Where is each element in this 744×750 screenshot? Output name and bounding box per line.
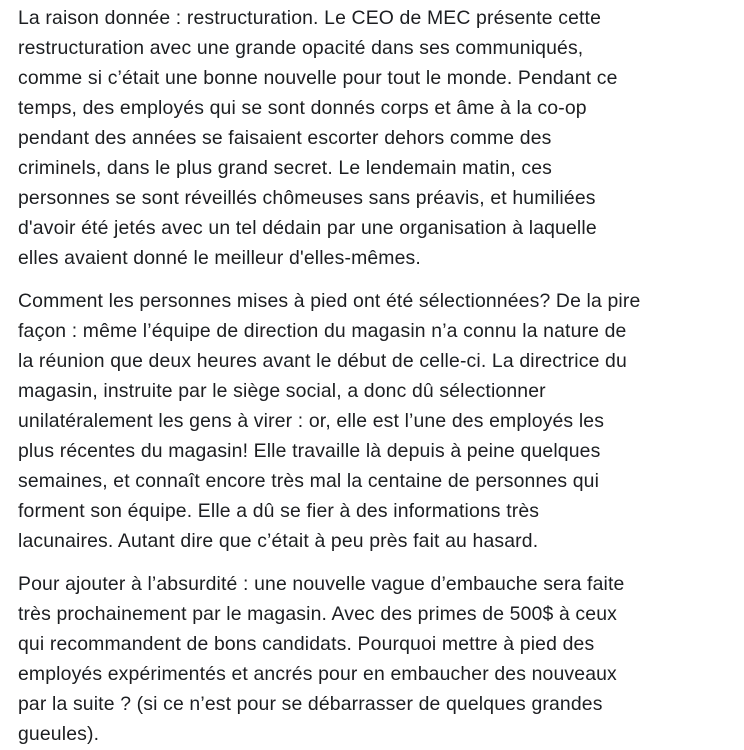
text-line: gueules). xyxy=(18,723,100,745)
paragraph-1 xyxy=(18,0,734,273)
text-line: employés expérimentés et ancrés pour en embaucher des nouveaux xyxy=(18,663,617,685)
text-line: très prochainement par le magasin. Avec des primes de 500$ à ceux xyxy=(18,603,617,625)
text-line: plus récentes du magasin! Elle travaille là depuis à peine quelques xyxy=(18,440,601,462)
text-line: criminels, dans le plus grand secret. Le lendemain matin, ces xyxy=(18,157,553,179)
post-body xyxy=(18,0,734,749)
paragraph-2 xyxy=(18,286,734,556)
text-line: d'avoir été jetés avec un tel dédain par une organisation à laquelle xyxy=(18,217,597,239)
text-line: pendant des années se faisaient escorter dehors comme des xyxy=(18,127,552,149)
text-line: restructuration avec une grande opacité dans ses communiqués, xyxy=(18,37,584,59)
text-line: lacunaires. Autant dire que c’était à peu près fait au hasard. xyxy=(18,530,539,552)
text-line: Pour ajouter à l’absurdité : une nouvelle vague d’embauche sera faite xyxy=(18,573,625,595)
paragraph-3 xyxy=(18,569,734,749)
text-line: façon : même l’équipe de direction du magasin n’a connu la nature de xyxy=(18,320,627,342)
text-line: magasin, instruite par le siège social, a donc dû sélectionner xyxy=(18,380,546,402)
text-line: temps, des employés qui se sont donnés corps et âme à la co-op xyxy=(18,97,587,119)
text-line: comme si c’était une bonne nouvelle pour tout le monde. Pendant ce xyxy=(18,67,618,89)
text-line: La raison donnée : restructuration. Le CEO de MEC présente cette xyxy=(18,7,602,29)
text-line: unilatéralement les gens à virer : or, elle est l’une des employés les xyxy=(18,410,605,432)
text-line: forment son équipe. Elle a dû se fier à des informations très xyxy=(18,500,540,522)
text-line: personnes se sont réveillés chômeuses sans préavis, et humiliées xyxy=(18,187,596,209)
text-line: Comment les personnes mises à pied ont été sélectionnées? De la pire xyxy=(18,290,641,312)
text-line: la réunion que deux heures avant le début de celle-ci. La directrice du xyxy=(18,350,627,372)
text-line: par la suite ? (si ce n’est pour se débarrasser de quelques grandes xyxy=(18,693,603,715)
text-line: semaines, et connaît encore très mal la centaine de personnes qui xyxy=(18,470,600,492)
text-line: elles avaient donné le meilleur d'elles-mêmes. xyxy=(18,247,421,269)
text-line: qui recommandent de bons candidats. Pourquoi mettre à pied des xyxy=(18,633,595,655)
